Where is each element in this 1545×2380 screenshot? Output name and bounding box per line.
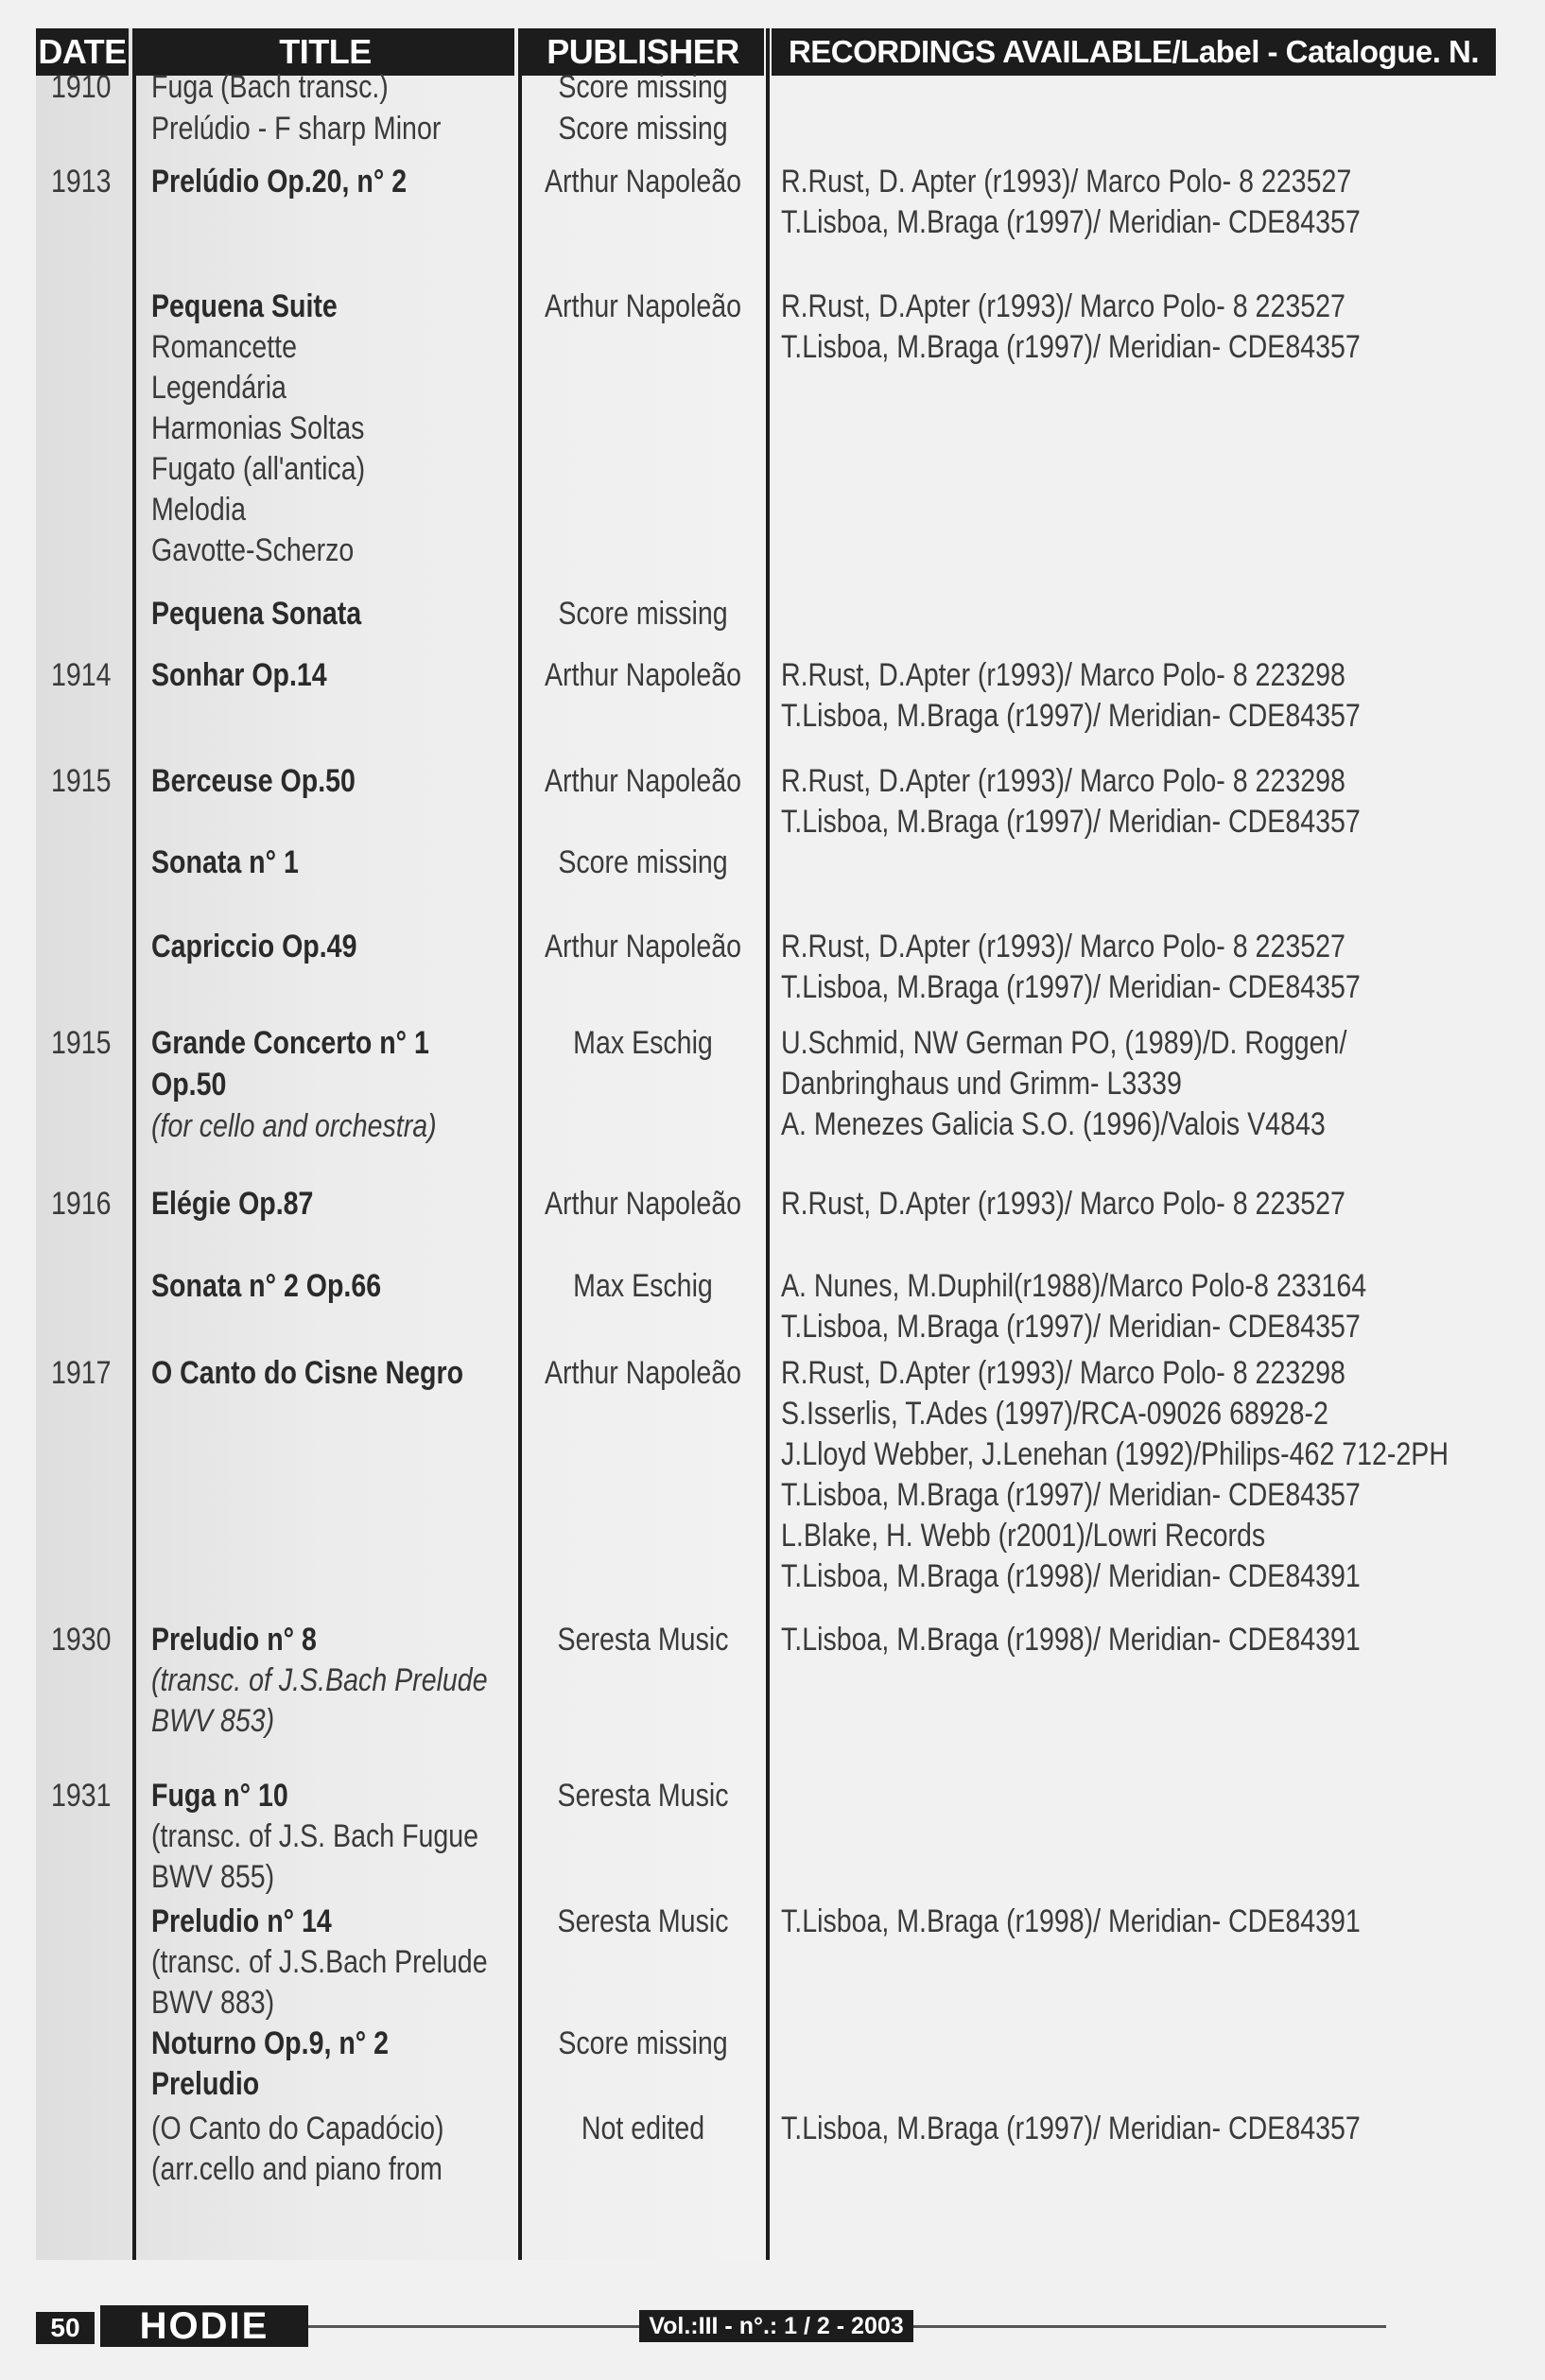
row-recording: T.Lisboa, M.Braga (r1997)/ Meridian- CDE84357 (781, 804, 1361, 840)
row-title: Fuga (Bach transc.) (151, 69, 389, 105)
row-title: Elégie Op.87 (151, 1186, 314, 1222)
row-publisher: Max Eschig (573, 1268, 713, 1304)
row-title: Sonhar Op.14 (151, 657, 327, 693)
row-recording: A. Nunes, M.Duphil(r1988)/Marco Polo-8 233164 (781, 1268, 1367, 1304)
row-date: 1915 (51, 763, 112, 799)
row-recording: T.Lisboa, M.Braga (r1997)/ Meridian- CDE84357 (781, 698, 1361, 734)
row-title: O Canto do Cisne Negro (151, 1355, 464, 1391)
row-date: 1910 (51, 69, 112, 105)
row-publisher: Seresta Music (557, 1622, 729, 1658)
row-title: Preludio n° 14 (151, 1903, 332, 1939)
row-title: Sonata n° 2 Op.66 (151, 1268, 382, 1304)
row-title: (transc. of J.S.Bach Prelude (151, 1944, 488, 1980)
row-title: BWV 883) (151, 1985, 275, 2021)
row-title: Preludio n° 8 (151, 1622, 317, 1658)
row-recording: R.Rust, D.Apter (r1993)/ Marco Polo- 8 223298 (781, 657, 1345, 693)
row-recording: U.Schmid, NW German PO, (1989)/D. Roggen/ (781, 1025, 1347, 1061)
row-title: (for cello and orchestra) (151, 1108, 437, 1144)
row-recording: R.Rust, D.Apter (r1993)/ Marco Polo- 8 223527 (781, 1186, 1345, 1222)
row-title: Fugato (all'antica) (151, 451, 366, 487)
row-date: 1931 (51, 1778, 112, 1814)
row-recording: R.Rust, D.Apter (r1993)/ Marco Polo- 8 223527 (781, 288, 1345, 324)
column-divider-publisher (766, 28, 770, 2260)
footer-rule-left (308, 2325, 639, 2328)
row-title: Preludio (151, 2066, 260, 2102)
row-recording: T.Lisboa, M.Braga (r1997)/ Meridian- CDE84357 (781, 329, 1361, 365)
row-date: 1916 (51, 1186, 112, 1222)
column-divider-title (518, 28, 522, 2260)
footer-rule-right (913, 2325, 1386, 2328)
row-recording: T.Lisboa, M.Braga (r1997)/ Meridian- CDE84357 (781, 204, 1361, 240)
row-recording: R.Rust, D. Apter (r1993)/ Marco Polo- 8 223527 (781, 164, 1352, 200)
row-recording: R.Rust, D.Apter (r1993)/ Marco Polo- 8 223527 (781, 929, 1345, 964)
volume-label: Vol.:III - n°.: 1 / 2 - 2003 (639, 2310, 913, 2342)
row-recording: R.Rust, D.Apter (r1993)/ Marco Polo- 8 223298 (781, 763, 1345, 799)
row-publisher: Arthur Napoleão (544, 1186, 741, 1222)
row-publisher: Score missing (558, 596, 728, 632)
row-publisher: Not edited (581, 2111, 705, 2146)
row-publisher: Score missing (558, 69, 728, 105)
row-recording: A. Menezes Galicia S.O. (1996)/Valois V4843 (781, 1106, 1326, 1142)
row-date: 1914 (51, 657, 112, 693)
row-publisher: Arthur Napoleão (544, 288, 741, 324)
row-date: 1930 (51, 1622, 112, 1658)
row-recording: T.Lisboa, M.Braga (r1997)/ Meridian- CDE84357 (781, 969, 1361, 1005)
row-recording: T.Lisboa, M.Braga (r1998)/ Meridian- CDE84391 (781, 1558, 1361, 1594)
row-publisher: Score missing (558, 2025, 728, 2061)
row-title: Op.50 (151, 1067, 227, 1103)
row-recording: S.Isserlis, T.Ades (1997)/RCA-09026 68928-2 (781, 1396, 1328, 1432)
row-title: Harmonias Soltas (151, 410, 365, 446)
row-recording: T.Lisboa, M.Braga (r1998)/ Meridian- CDE84391 (781, 1622, 1361, 1658)
page-number: 50 (36, 2312, 95, 2344)
row-title: Berceuse Op.50 (151, 763, 356, 799)
row-title: Legendária (151, 370, 286, 406)
column-divider-date (132, 28, 136, 2260)
row-publisher: Arthur Napoleão (544, 657, 741, 693)
row-title: BWV 855) (151, 1859, 275, 1895)
header-recordings: RECORDINGS AVAILABLE/Label - Catalogue. N. (772, 28, 1496, 76)
row-title: Fuga n° 10 (151, 1778, 288, 1814)
row-title: (transc. of J.S.Bach Prelude (151, 1662, 488, 1698)
row-publisher: Seresta Music (557, 1903, 729, 1939)
journal-logo: HODIE (100, 2305, 308, 2347)
row-title: (arr.cello and piano from (151, 2151, 443, 2187)
row-date: 1915 (51, 1025, 112, 1061)
row-title: Prelúdio Op.20, n° 2 (151, 164, 408, 200)
row-publisher: Arthur Napoleão (544, 1355, 741, 1391)
row-publisher: Arthur Napoleão (544, 929, 741, 964)
row-title: (O Canto do Capadócio) (151, 2111, 444, 2146)
row-title: Grande Concerto n° 1 (151, 1025, 429, 1061)
row-recording: T.Lisboa, M.Braga (r1997)/ Meridian- CDE84357 (781, 1477, 1361, 1513)
row-publisher: Arthur Napoleão (544, 763, 741, 799)
row-title: Gavotte-Scherzo (151, 532, 355, 568)
row-title: Melodia (151, 492, 247, 528)
row-recording: Danbringhaus und Grimm- L3339 (781, 1066, 1182, 1102)
row-publisher: Max Eschig (573, 1025, 713, 1061)
row-recording: J.Lloyd Webber, J.Lenehan (1992)/Philips-462 712-2PH (781, 1436, 1449, 1472)
row-title: Prelúdio - F sharp Minor (151, 111, 442, 147)
row-title: Noturno Op.9, n° 2 (151, 2025, 390, 2061)
header-publisher: PUBLISHER (522, 28, 764, 76)
row-title: BWV 853) (151, 1703, 275, 1739)
row-title: Pequena Sonata (151, 596, 362, 632)
row-title: Capriccio Op.49 (151, 929, 357, 964)
row-publisher: Seresta Music (557, 1778, 729, 1814)
row-date: 1913 (51, 164, 112, 200)
row-date: 1917 (51, 1355, 112, 1391)
row-publisher: Arthur Napoleão (544, 164, 741, 200)
row-recording: T.Lisboa, M.Braga (r1997)/ Meridian- CDE84357 (781, 2111, 1361, 2146)
header-date: DATE (36, 28, 129, 76)
header-title: TITLE (136, 28, 514, 76)
row-publisher: Score missing (558, 111, 728, 147)
row-recording: R.Rust, D.Apter (r1993)/ Marco Polo- 8 223298 (781, 1355, 1345, 1391)
row-recording: T.Lisboa, M.Braga (r1997)/ Meridian- CDE84357 (781, 1309, 1361, 1345)
row-title: (transc. of J.S. Bach Fugue (151, 1818, 479, 1854)
row-title: Romancette (151, 329, 297, 365)
row-recording: T.Lisboa, M.Braga (r1998)/ Meridian- CDE84391 (781, 1903, 1361, 1939)
row-title: Pequena Suite (151, 288, 338, 324)
row-publisher: Score missing (558, 844, 728, 880)
row-recording: L.Blake, H. Webb (r2001)/Lowri Records (781, 1518, 1266, 1554)
row-title: Sonata n° 1 (151, 844, 299, 880)
